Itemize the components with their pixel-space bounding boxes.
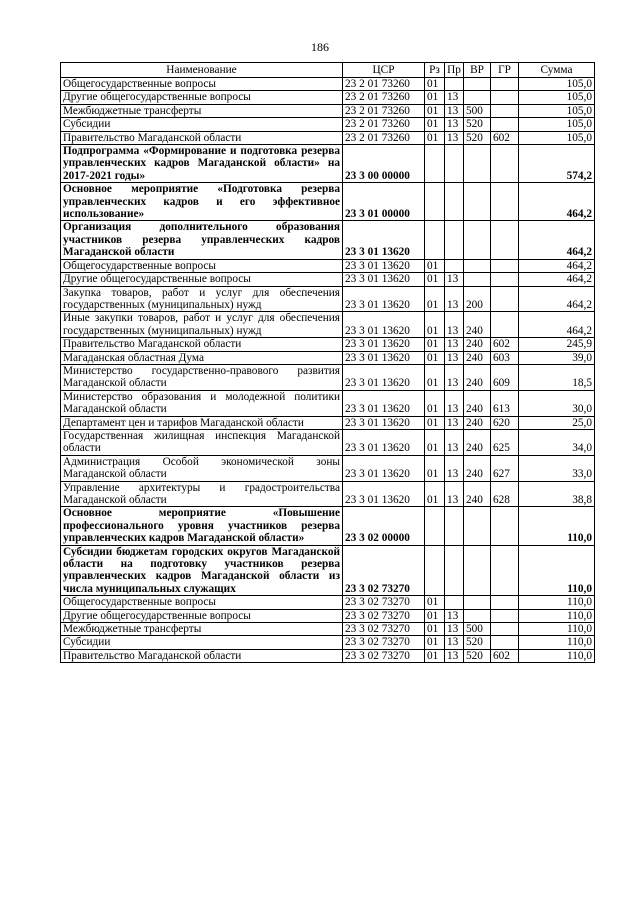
table-row: [61, 364, 595, 390]
cell-gr: [491, 259, 519, 272]
cell-sum: 25,0: [519, 416, 595, 429]
cell-sum: 110,0: [519, 636, 595, 649]
cell-pr: [445, 221, 464, 259]
cell-sum: 464,2: [519, 259, 595, 272]
cell-csr: 23 3 01 13620: [343, 259, 425, 272]
cell-gr: 628: [491, 481, 519, 507]
cell-name: Субсидии: [61, 636, 343, 649]
cell-gr: 627: [491, 455, 519, 481]
cell-gr: [491, 118, 519, 131]
cell-rz: 01: [425, 481, 445, 507]
cell-vr: 520: [464, 636, 491, 649]
cell-vr: 240: [464, 338, 491, 351]
cell-csr: 23 3 02 73270: [343, 596, 425, 609]
cell-gr: 625: [491, 429, 519, 455]
cell-csr: 23 3 02 73270: [343, 609, 425, 622]
col-header-name: Наименование: [61, 63, 343, 78]
cell-csr: 23 2 01 73260: [343, 131, 425, 144]
cell-rz: 01: [425, 273, 445, 286]
table-row: [61, 545, 595, 596]
cell-gr: 602: [491, 338, 519, 351]
cell-vr: 240: [464, 351, 491, 364]
cell-pr: 13: [445, 364, 464, 390]
cell-gr: [491, 104, 519, 117]
cell-vr: [464, 596, 491, 609]
cell-name: Департамент цен и тарифов Магаданской области: [61, 416, 343, 429]
table-row: [61, 609, 595, 622]
cell-pr: 13: [445, 455, 464, 481]
cell-csr: 23 3 02 73270: [343, 636, 425, 649]
table-row: [61, 273, 595, 286]
table-row: [61, 145, 595, 183]
cell-pr: 13: [445, 312, 464, 338]
table-row: [61, 623, 595, 636]
cell-sum: 464,2: [519, 312, 595, 338]
cell-name: Межбюджетные трансферты: [61, 104, 343, 117]
cell-pr: 13: [445, 351, 464, 364]
cell-rz: [425, 145, 445, 183]
cell-gr: [491, 145, 519, 183]
cell-csr: 23 3 01 13620: [343, 338, 425, 351]
cell-csr: 23 3 02 73270: [343, 649, 425, 662]
cell-pr: 13: [445, 623, 464, 636]
cell-rz: 01: [425, 312, 445, 338]
table-row: [61, 596, 595, 609]
cell-name: Основное мероприятие «Подготовка резерва управленческих кадров и его эффективное использование»: [61, 183, 343, 221]
cell-rz: 01: [425, 416, 445, 429]
cell-pr: [445, 507, 464, 545]
cell-sum: 464,2: [519, 221, 595, 259]
cell-pr: [445, 145, 464, 183]
cell-name: Основное мероприятие «Повышение профессионального уровня участников резерва управленческих кадров Магаданской области»: [61, 507, 343, 545]
cell-rz: 01: [425, 91, 445, 104]
cell-name: Правительство Магаданской области: [61, 131, 343, 144]
cell-sum: 39,0: [519, 351, 595, 364]
cell-rz: 01: [425, 338, 445, 351]
cell-vr: [464, 507, 491, 545]
col-header-csr: ЦСР: [343, 63, 425, 78]
cell-gr: 602: [491, 649, 519, 662]
cell-vr: 500: [464, 623, 491, 636]
col-header-rz: Рз: [425, 63, 445, 78]
cell-vr: [464, 145, 491, 183]
cell-csr: 23 3 01 13620: [343, 416, 425, 429]
cell-gr: [491, 609, 519, 622]
cell-pr: 13: [445, 609, 464, 622]
table-row: [61, 259, 595, 272]
cell-sum: 34,0: [519, 429, 595, 455]
cell-csr: 23 3 02 73270: [343, 545, 425, 596]
cell-vr: 520: [464, 118, 491, 131]
cell-csr: 23 3 01 13620: [343, 429, 425, 455]
cell-rz: [425, 545, 445, 596]
cell-gr: [491, 507, 519, 545]
cell-rz: 01: [425, 104, 445, 117]
cell-name: Другие общегосударственные вопросы: [61, 91, 343, 104]
cell-pr: 13: [445, 481, 464, 507]
cell-csr: 23 3 01 13620: [343, 390, 425, 416]
table-row: [61, 338, 595, 351]
cell-vr: [464, 609, 491, 622]
cell-name: Другие общегосударственные вопросы: [61, 273, 343, 286]
table-row: [61, 131, 595, 144]
cell-name: Общегосударственные вопросы: [61, 596, 343, 609]
cell-sum: 110,0: [519, 623, 595, 636]
cell-name: Субсидии бюджетам городских округов Магаданской области на подготовку участников резерва управленческих кадров Магаданской области из числа муниципальных служащих: [61, 545, 343, 596]
table-row: [61, 221, 595, 259]
table-row: [61, 390, 595, 416]
cell-pr: 13: [445, 104, 464, 117]
cell-sum: 245,9: [519, 338, 595, 351]
cell-sum: 110,0: [519, 596, 595, 609]
cell-pr: 13: [445, 416, 464, 429]
table-row: [61, 649, 595, 662]
cell-csr: 23 3 00 00000: [343, 145, 425, 183]
cell-name: Министерство образования и молодежной политики Магаданской области: [61, 390, 343, 416]
cell-sum: 18,5: [519, 364, 595, 390]
cell-vr: [464, 273, 491, 286]
cell-pr: 13: [445, 338, 464, 351]
budget-table: [60, 62, 595, 663]
cell-vr: 240: [464, 455, 491, 481]
cell-vr: 240: [464, 312, 491, 338]
cell-sum: 110,0: [519, 545, 595, 596]
cell-rz: 01: [425, 259, 445, 272]
cell-pr: 13: [445, 636, 464, 649]
cell-name: Правительство Магаданской области: [61, 649, 343, 662]
cell-rz: 01: [425, 609, 445, 622]
cell-name: Межбюджетные трансферты: [61, 623, 343, 636]
cell-pr: 13: [445, 91, 464, 104]
cell-vr: [464, 183, 491, 221]
cell-gr: [491, 623, 519, 636]
cell-vr: 240: [464, 364, 491, 390]
cell-csr: 23 3 01 13620: [343, 221, 425, 259]
cell-sum: 30,0: [519, 390, 595, 416]
cell-pr: 13: [445, 429, 464, 455]
cell-name: Общегосударственные вопросы: [61, 78, 343, 91]
cell-name: Администрация Особой экономической зоны Магаданской области: [61, 455, 343, 481]
cell-gr: [491, 78, 519, 91]
cell-name: Государственная жилищная инспекция Магаданской области: [61, 429, 343, 455]
cell-vr: 240: [464, 429, 491, 455]
cell-rz: 01: [425, 118, 445, 131]
cell-sum: 38,8: [519, 481, 595, 507]
table-row: [61, 507, 595, 545]
cell-vr: 200: [464, 286, 491, 312]
cell-sum: 110,0: [519, 609, 595, 622]
cell-name: Магаданская областная Дума: [61, 351, 343, 364]
cell-vr: [464, 545, 491, 596]
cell-csr: 23 3 01 00000: [343, 183, 425, 221]
cell-gr: 602: [491, 131, 519, 144]
table-row: [61, 91, 595, 104]
cell-pr: 13: [445, 649, 464, 662]
cell-rz: 01: [425, 455, 445, 481]
cell-rz: 01: [425, 286, 445, 312]
cell-sum: 574,2: [519, 145, 595, 183]
cell-pr: 13: [445, 131, 464, 144]
cell-pr: [445, 259, 464, 272]
cell-gr: 609: [491, 364, 519, 390]
cell-gr: [491, 312, 519, 338]
table-row: [61, 636, 595, 649]
cell-gr: [491, 596, 519, 609]
cell-gr: 620: [491, 416, 519, 429]
table-row: [61, 183, 595, 221]
cell-pr: [445, 78, 464, 91]
table-row: [61, 78, 595, 91]
cell-sum: 464,2: [519, 273, 595, 286]
cell-pr: 13: [445, 273, 464, 286]
page-number: 186: [311, 40, 329, 54]
cell-rz: [425, 183, 445, 221]
table-row: [61, 429, 595, 455]
table-row: [61, 351, 595, 364]
cell-pr: [445, 545, 464, 596]
cell-name: Субсидии: [61, 118, 343, 131]
cell-csr: 23 2 01 73260: [343, 118, 425, 131]
cell-sum: 105,0: [519, 131, 595, 144]
cell-vr: 500: [464, 104, 491, 117]
cell-rz: 01: [425, 131, 445, 144]
cell-csr: 23 3 01 13620: [343, 351, 425, 364]
cell-gr: [491, 183, 519, 221]
cell-csr: 23 3 02 00000: [343, 507, 425, 545]
cell-name: Управление архитектуры и градостроительства Магаданской области: [61, 481, 343, 507]
cell-rz: 01: [425, 364, 445, 390]
cell-vr: [464, 221, 491, 259]
cell-name: Министерство государственно-правового развития Магаданской области: [61, 364, 343, 390]
cell-vr: 240: [464, 390, 491, 416]
col-header-sum: Сумма: [519, 63, 595, 78]
cell-name: Закупка товаров, работ и услуг для обеспечения государственных (муниципальных) нужд: [61, 286, 343, 312]
table-row: [61, 481, 595, 507]
cell-pr: [445, 596, 464, 609]
cell-name: Иные закупки товаров, работ и услуг для обеспечения государственных (муниципальных) нужд: [61, 312, 343, 338]
cell-rz: 01: [425, 351, 445, 364]
cell-name: Общегосударственные вопросы: [61, 259, 343, 272]
cell-pr: [445, 183, 464, 221]
cell-sum: 105,0: [519, 104, 595, 117]
table-row: [61, 455, 595, 481]
cell-csr: 23 3 02 73270: [343, 623, 425, 636]
col-header-gr: ГР: [491, 63, 519, 78]
cell-rz: 01: [425, 390, 445, 416]
table-row: [61, 286, 595, 312]
table-header-row: [61, 63, 595, 78]
cell-gr: [491, 636, 519, 649]
cell-csr: 23 2 01 73260: [343, 91, 425, 104]
table-row: [61, 104, 595, 117]
cell-gr: 603: [491, 351, 519, 364]
cell-vr: 240: [464, 481, 491, 507]
cell-pr: 13: [445, 286, 464, 312]
cell-rz: [425, 507, 445, 545]
cell-vr: [464, 78, 491, 91]
cell-rz: 01: [425, 78, 445, 91]
cell-csr: 23 3 01 13620: [343, 364, 425, 390]
cell-sum: 110,0: [519, 649, 595, 662]
cell-csr: 23 3 01 13620: [343, 286, 425, 312]
cell-name: Другие общегосударственные вопросы: [61, 609, 343, 622]
cell-name: Подпрограмма «Формирование и подготовка резерва управленческих кадров Магаданской области» на 2017-2021 годы»: [61, 145, 343, 183]
table-row: [61, 416, 595, 429]
cell-csr: 23 2 01 73260: [343, 104, 425, 117]
table-row: [61, 118, 595, 131]
cell-gr: 613: [491, 390, 519, 416]
cell-vr: [464, 259, 491, 272]
cell-sum: 105,0: [519, 78, 595, 91]
cell-rz: 01: [425, 596, 445, 609]
cell-gr: [491, 91, 519, 104]
col-header-pr: Пр: [445, 63, 464, 78]
cell-csr: 23 3 01 13620: [343, 455, 425, 481]
cell-sum: 105,0: [519, 91, 595, 104]
cell-vr: [464, 91, 491, 104]
cell-rz: 01: [425, 429, 445, 455]
cell-gr: [491, 286, 519, 312]
cell-gr: [491, 273, 519, 286]
cell-rz: 01: [425, 623, 445, 636]
cell-sum: 33,0: [519, 455, 595, 481]
cell-pr: 13: [445, 390, 464, 416]
cell-gr: [491, 221, 519, 259]
cell-sum: 110,0: [519, 507, 595, 545]
cell-rz: 01: [425, 636, 445, 649]
cell-vr: 520: [464, 649, 491, 662]
cell-rz: 01: [425, 649, 445, 662]
col-header-vr: ВР: [464, 63, 491, 78]
cell-csr: 23 3 01 13620: [343, 273, 425, 286]
cell-sum: 105,0: [519, 118, 595, 131]
cell-gr: [491, 545, 519, 596]
cell-name: Организация дополнительного образования участников резерва управленческих кадров Магаданской области: [61, 221, 343, 259]
table-row: [61, 312, 595, 338]
cell-pr: 13: [445, 118, 464, 131]
cell-sum: 464,2: [519, 286, 595, 312]
cell-sum: 464,2: [519, 183, 595, 221]
cell-vr: 240: [464, 416, 491, 429]
cell-csr: 23 2 01 73260: [343, 78, 425, 91]
cell-name: Правительство Магаданской области: [61, 338, 343, 351]
cell-vr: 520: [464, 131, 491, 144]
cell-csr: 23 3 01 13620: [343, 312, 425, 338]
cell-csr: 23 3 01 13620: [343, 481, 425, 507]
cell-rz: [425, 221, 445, 259]
